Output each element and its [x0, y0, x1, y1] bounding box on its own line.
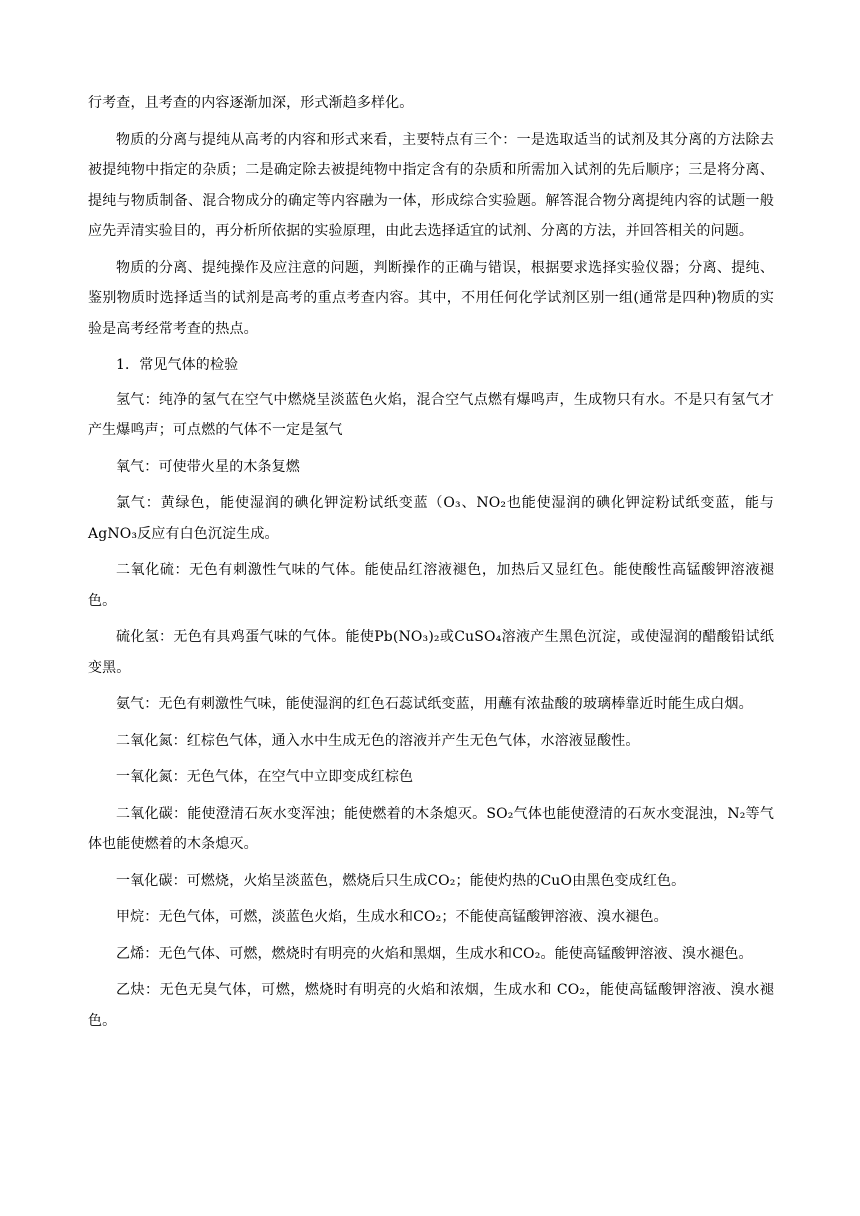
- paragraph-hydrogen-sulfide: 硫化氢：无色有具鸡蛋气味的气体。能使Pb(NO₃)₂或CuSO₄溶液产生黑色沉淀，或使湿润的醋酸铅试纸变黑。: [88, 629, 774, 676]
- paragraph-operations: 物质的分离、提纯操作及应注意的问题，判断操作的正确与错误，根据要求选择实验仪器；分离、提纯、鉴别物质时选择适当的试剂是高考的重点考查内容。其中，不用任何化学试剂区别一组(通常是四种)物质的实验是高考经常考查的热点。: [88, 259, 774, 337]
- section-heading-gas-detection: 1．常见气体的检验: [116, 357, 239, 373]
- paragraph-continuation: 行考查，且考查的内容逐渐加深，形式渐趋多样化。: [88, 95, 414, 111]
- paragraph-methane: 甲烷：无色气体，可燃，淡蓝色火焰，生成水和CO₂；不能使高锰酸钾溶液、溴水褪色。: [116, 909, 668, 925]
- paragraph-ethylene: 乙烯：无色气体、可燃，燃烧时有明亮的火焰和黑烟，生成水和CO₂。能使高锰酸钾溶液、溴水褪色。: [116, 945, 753, 962]
- document-page: [88, 88, 774, 1042]
- paragraph-separation-purification: 物质的分离与提纯从高考的内容和形式来看，主要特点有三个：一是选取适当的试剂及其分离的方法除去被提纯物中指定的杂质；二是确定除去被提纯物中指定含有的杂质和所需加入试剂的先后顺序；三是将分离、提纯与物质制备、混合物成分的确定等内容融为一体，形成综合实验题。解答混合物分离提纯内容的试题一般应先弄清实验目的，再分析所依据的实验原理，由此去选择适宜的试剂、分离的方法，并回答相关的问题。: [88, 131, 774, 239]
- paragraph-carbon-monoxide: 一氧化碳：可燃烧，火焰呈淡蓝色，燃烧后只生成CO₂；能使灼热的CuO由黑色变成红色。: [116, 872, 686, 889]
- paragraph-ammonia: 氨气：无色有刺激性气味，能使湿润的红色石蕊试纸变蓝，用蘸有浓盐酸的玻璃棒靠近时能生成白烟。: [116, 696, 753, 712]
- paragraph-chlorine: 氯气：黄绿色，能使湿润的碘化钾淀粉试纸变蓝（O₃、NO₂也能使湿润的碘化钾淀粉试纸变蓝，能与AgNO₃反应有白色沉淀生成。: [88, 495, 774, 542]
- paragraph-oxygen: 氧气：可使带火星的木条复燃: [116, 458, 300, 475]
- paragraph-acetylene: 乙炔：无色无臭气体，可燃，燃烧时有明亮的火焰和浓烟，生成水和 CO₂，能使高锰酸钾溶液、溴水褪色。: [88, 982, 774, 1029]
- paragraph-carbon-dioxide: 二氧化碳：能使澄清石灰水变浑浊；能使燃着的木条熄灭。SO₂气体也能使澄清的石灰水变混浊，N₂等气体也能使燃着的木条熄灭。: [88, 805, 774, 852]
- paragraph-nitrogen-dioxide: 二氧化氮：红棕色气体，通入水中生成无色的溶液并产生无色气体，水溶液显酸性。: [116, 732, 640, 749]
- paragraph-nitric-oxide: 一氧化氮：无色气体，在空气中立即变成红棕色: [116, 769, 414, 785]
- paragraph-hydrogen: 氢气：纯净的氢气在空气中燃烧呈淡蓝色火焰，混合空气点燃有爆鸣声，生成物只有水。不是只有氢气才产生爆鸣声；可点燃的气体不一定是氢气: [88, 391, 774, 438]
- paragraph-sulfur-dioxide: 二氧化硫：无色有刺激性气味的气体。能使品红溶液褪色，加热后又显红色。能使酸性高锰酸钾溶液褪色。: [88, 562, 774, 609]
